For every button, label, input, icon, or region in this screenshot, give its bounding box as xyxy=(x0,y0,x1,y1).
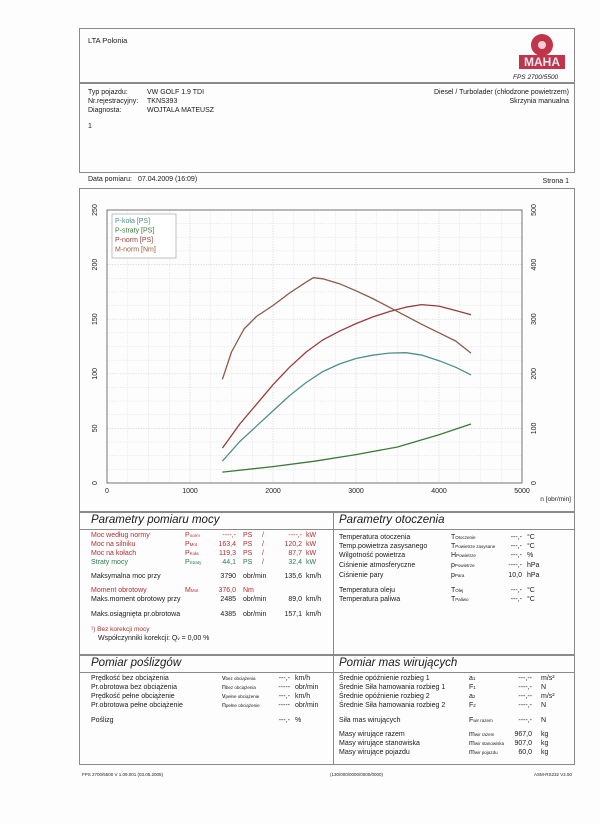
env-value: ---,- xyxy=(510,543,522,550)
max-torque-speed-unit: km/h xyxy=(306,596,322,603)
x-tick-label: 2000 xyxy=(265,488,281,495)
mass-unit: N xyxy=(541,717,547,724)
env-label: Temperatura otoczenia xyxy=(339,534,411,541)
env-symbol: pPowietrze xyxy=(451,562,475,569)
correction-factor: Współczynniki korekcji: Qv = 0,00 % xyxy=(98,635,210,642)
param-unit-kw: kW xyxy=(306,550,317,557)
env-value: ---,- xyxy=(510,587,522,594)
env-value: ---,- xyxy=(510,596,522,603)
device-name: FPS 2700/5500 xyxy=(513,74,559,81)
slip-symbol: vbez obciążenia xyxy=(222,675,256,682)
measurement-date-value: 07.04.2009 (16:09) xyxy=(138,176,198,183)
torque-value: 376,0 xyxy=(218,587,236,594)
env-symbol: TOtoczenie xyxy=(451,534,476,541)
mass-symbol: a1 xyxy=(469,675,476,682)
slip-unit: km/h xyxy=(295,675,311,682)
env-unit: °C xyxy=(527,534,535,541)
measurement-date-label: Data pomiaru: xyxy=(88,176,132,183)
env-unit: °C xyxy=(527,596,535,603)
param-value-kw: ----,- xyxy=(288,532,302,539)
max-torque-label: Maks.moment obrotowy przy xyxy=(91,596,181,603)
footer-version: FPS 2700/5500 V 1.09.001 (03.05.2005) xyxy=(82,772,164,777)
x-tick-label: 3000 xyxy=(348,488,364,495)
y-left-tick-label: 150 xyxy=(92,313,99,326)
mass-value: ---,-- xyxy=(518,693,532,700)
mass-label: Masy wirujące pojazdu xyxy=(339,749,410,756)
mass-symbol: F2 xyxy=(469,702,476,709)
y-right-tick-label: 400 xyxy=(531,258,538,271)
legend-entry: P-straty [PS] xyxy=(115,227,155,235)
mass-value: 967,0 xyxy=(514,731,532,738)
mass-unit: m/s² xyxy=(541,675,555,682)
env-symbol: TPowietrze zasysane xyxy=(451,543,496,550)
legend-entry: P-norm [PS] xyxy=(115,237,154,244)
slip-value: ----- xyxy=(278,702,290,709)
param-unit-kw: kW xyxy=(306,541,317,548)
legend-entry: M-norm [Nm] xyxy=(115,246,156,254)
mass-label: Średnie opóźnienie rozbieg 2 xyxy=(339,693,430,700)
torque-unit: Nm xyxy=(243,587,254,594)
slip-value: ---,- xyxy=(278,693,290,700)
env-value: ---,- xyxy=(510,552,522,559)
mass-symbol: a2 xyxy=(469,693,476,700)
slip-label: Prędkość bez obciążenia xyxy=(91,675,169,682)
gearbox-type: Skrzynia manualna xyxy=(509,98,569,105)
max-torque-rpm-unit: obr/min xyxy=(243,596,267,603)
param-symbol: PStraty xyxy=(185,559,202,566)
mass-unit: N xyxy=(541,684,547,691)
mass-label: Masy wirujące stanowiska xyxy=(339,740,420,747)
slip-label: Poślizg xyxy=(91,717,114,724)
mass-value: ----,- xyxy=(518,702,532,709)
vehicle-type-label: Typ pojazdu: xyxy=(88,89,128,96)
mass-unit: kg xyxy=(541,749,549,756)
page-number: Strona 1 xyxy=(542,178,569,185)
param-label: Moc według normy xyxy=(91,532,150,539)
vehicle-type-value: VW GOLF 1.9 TDI xyxy=(147,89,205,96)
param-value-kw: 87,7 xyxy=(288,550,302,557)
mass-value: 907,0 xyxy=(514,740,532,747)
env-label: Temp.powietrza zasysanego xyxy=(339,543,428,550)
series-line-p-koła xyxy=(222,353,471,462)
slip-value: ---,- xyxy=(278,717,290,724)
mass-label: Masy wirujące razem xyxy=(339,731,405,738)
correction-note: ¹) Bez korekcji mocy xyxy=(91,626,150,633)
mass-symbol: mwir stanowiska xyxy=(469,740,505,747)
y-left-tick-label: 200 xyxy=(92,258,99,271)
x-tick-label: 0 xyxy=(105,488,109,495)
slip-title-rule xyxy=(79,672,575,673)
param-value-ps: 44,1 xyxy=(222,559,236,566)
params-title-rule xyxy=(79,529,575,530)
param-label: Moc na kołach xyxy=(91,550,137,557)
y-right-tick-label: 0 xyxy=(531,481,538,485)
params-divider xyxy=(333,512,334,655)
x-tick-label: 4000 xyxy=(431,488,447,495)
mass-symbol: Fwir razem xyxy=(469,717,493,724)
slip-label: Prędkość pełne obciążenie xyxy=(91,693,175,700)
mass-value: ----,- xyxy=(518,717,532,724)
param-unit-ps: PS xyxy=(243,550,253,557)
slip-unit: obr/min xyxy=(295,684,319,691)
x-axis-label: n [obr/min] xyxy=(540,496,571,503)
max-rpm-speed: 157,1 xyxy=(284,611,302,618)
mass-value: 60,0 xyxy=(518,749,532,756)
env-label: Temperatura paliwa xyxy=(339,596,401,603)
maha-logo-icon xyxy=(517,32,567,72)
env-title: Parametry otoczenia xyxy=(339,514,445,526)
power-chart xyxy=(79,188,575,512)
env-value: ---,- xyxy=(510,534,522,541)
env-label: Ciśnienie atmosferyczne xyxy=(339,562,416,569)
slip-symbol: vpełne obciążenie xyxy=(222,693,260,700)
max-power-speed-unit: km/h xyxy=(306,573,322,580)
slip-value: ---,- xyxy=(278,675,290,682)
series-line-p-straty xyxy=(222,424,471,472)
diagnostician-value: WOJTALA MATEUSZ xyxy=(147,107,215,114)
mass-unit: N xyxy=(541,702,547,709)
mass-value: ---,-- xyxy=(518,675,532,682)
x-tick-label: 1000 xyxy=(182,488,198,495)
env-unit: hPa xyxy=(527,572,540,579)
param-separator: / xyxy=(262,532,264,539)
max-rpm-value: 4385 xyxy=(220,611,236,618)
max-rpm-unit: obr/min xyxy=(243,611,267,618)
slip-unit: obr/min xyxy=(295,702,319,709)
vehicle-note: 1 xyxy=(88,123,92,130)
y-left-tick-label: 250 xyxy=(92,204,99,216)
company-name: LTA Polonia xyxy=(88,36,128,45)
slip-unit: % xyxy=(295,717,302,724)
param-value-ps: 119,3 xyxy=(219,550,236,557)
mass-label: Średnie Siła hamowania rozbieg 2 xyxy=(339,702,446,709)
env-value: ----,- xyxy=(508,562,522,569)
param-separator: / xyxy=(262,541,264,548)
param-unit-kw: kW xyxy=(306,559,317,566)
footer-code: (130/000/0000/0000/0000) xyxy=(330,772,384,777)
slip-unit: km/h xyxy=(295,693,311,700)
slip-symbol: nbez obciążenia xyxy=(222,684,256,691)
env-unit: % xyxy=(527,552,534,559)
mass-symbol: mwir pojazdu xyxy=(469,749,498,756)
param-unit-ps: PS xyxy=(243,532,253,539)
env-label: Wilgotność powietrza xyxy=(339,552,406,559)
footer-interface: ASM-RS232 V2.50 xyxy=(533,772,572,777)
legend-entry: P-koła [PS] xyxy=(115,218,151,225)
env-unit: hPa xyxy=(527,562,540,569)
slip-label: Pr.obrotowa bez obciążenia xyxy=(91,684,177,691)
y-left-tick-label: 50 xyxy=(92,424,99,433)
env-label: Ciśnienie pary xyxy=(339,572,384,579)
param-value-ps: 163,4 xyxy=(218,541,236,548)
x-tick-label: 5000 xyxy=(514,488,530,495)
params-title: Parametry pomiaru mocy xyxy=(91,514,220,526)
y-left-tick-label: 0 xyxy=(92,481,99,485)
env-symbol: pPara xyxy=(451,572,465,579)
env-value: 10,0 xyxy=(508,572,522,579)
mass-label: Średnie opóźnienie rozbieg 1 xyxy=(339,675,430,682)
slip-title: Pomiar poślizgów xyxy=(91,657,182,669)
max-rpm-speed-unit: km/h xyxy=(306,611,322,618)
max-power-label: Maksymalna moc przy xyxy=(91,573,161,580)
param-symbol: PKoła xyxy=(185,550,199,557)
param-separator: / xyxy=(262,559,264,566)
series-line-p-norm xyxy=(222,305,471,449)
param-unit-ps: PS xyxy=(243,559,253,566)
vehicle-reg-label: Nr.rejestracyjny: xyxy=(88,98,139,105)
slip-value: ----- xyxy=(278,684,290,691)
env-symbol: HPowietrze xyxy=(451,552,476,559)
param-value-ps: ----,- xyxy=(222,532,236,539)
max-torque-rpm: 2485 xyxy=(220,596,236,603)
mass-symbol: mwir razem xyxy=(469,731,495,738)
torque-symbol: MMot xyxy=(185,587,199,594)
header-box xyxy=(79,28,575,83)
param-label: Moc na silniku xyxy=(91,541,136,548)
max-power-rpm: 3790 xyxy=(220,573,236,580)
mass-unit: m/s² xyxy=(541,693,555,700)
env-unit: °C xyxy=(527,587,535,594)
param-value-kw: 32,4 xyxy=(288,559,302,566)
y-right-tick-label: 300 xyxy=(531,313,538,326)
param-unit-kw: kW xyxy=(306,532,317,539)
env-symbol: TPaliwo xyxy=(451,596,469,603)
diagnostician-label: Diagnosta: xyxy=(88,107,122,114)
max-rpm-label: Maks.osiągnięta pr.obrotowa xyxy=(91,611,181,618)
env-label: Temperatura oleju xyxy=(339,587,396,594)
param-value-kw: 120,2 xyxy=(284,541,302,548)
slip-label: Pr.obrotowa pełne obciążenie xyxy=(91,702,183,709)
torque-label: Moment obrotowy xyxy=(91,587,147,594)
slip-symbol: npełne obciążenie xyxy=(222,702,260,709)
param-separator: / xyxy=(262,550,264,557)
max-power-speed: 135,6 xyxy=(284,573,302,580)
y-right-tick-label: 500 xyxy=(531,204,538,216)
mass-value: ----,- xyxy=(518,684,532,691)
env-unit: °C xyxy=(527,543,535,550)
mass-label: Siła mas wirujących xyxy=(339,717,401,724)
param-unit-ps: PS xyxy=(243,541,253,548)
y-right-tick-label: 200 xyxy=(531,367,538,380)
max-power-rpm-unit: obr/min xyxy=(243,573,267,580)
mass-unit: kg xyxy=(541,740,549,747)
env-symbol: TOlej xyxy=(451,587,464,594)
mass-label: Średnie Siła hamowania rozbieg 1 xyxy=(339,684,446,691)
logo-text: MAHA xyxy=(524,55,560,69)
mass-symbol: F1 xyxy=(469,684,476,691)
param-symbol: Pnorm xyxy=(185,532,200,539)
param-symbol: PMot xyxy=(185,541,198,548)
mass-title: Pomiar mas wirujących xyxy=(339,657,458,669)
mass-unit: kg xyxy=(541,731,549,738)
max-torque-speed: 89,0 xyxy=(288,596,302,603)
y-left-tick-label: 100 xyxy=(92,367,99,380)
fuel-type: Diesel / Turbolader (chłodzone powietrzem) xyxy=(433,89,569,96)
vehicle-reg-value: TKNS393 xyxy=(147,98,178,105)
y-right-tick-label: 100 xyxy=(531,422,538,435)
param-label: Straty mocy xyxy=(91,559,128,566)
